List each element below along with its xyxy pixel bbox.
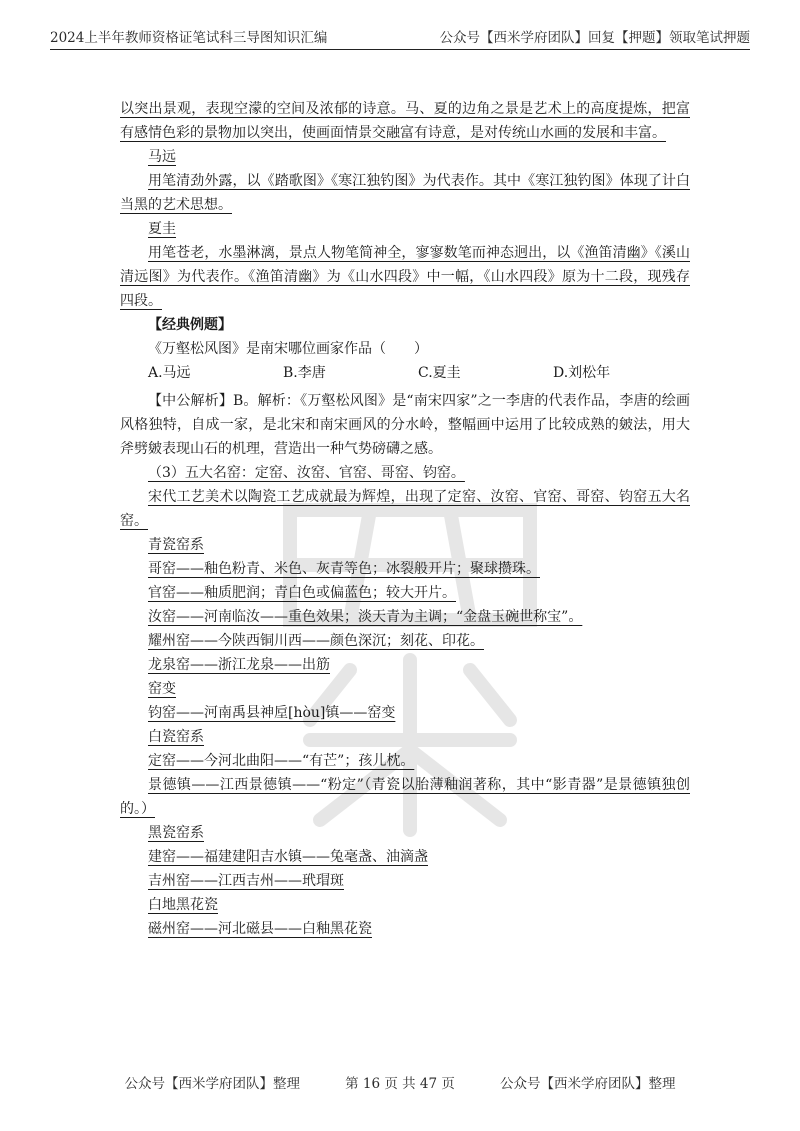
option-d: D.刘松年 [553, 365, 611, 381]
jizhou-kiln-item: 吉州窑——江西吉州——玳瑁斑 [148, 873, 344, 889]
page-number: 第 16 页 共 47 页 [345, 1076, 455, 1092]
option-c: C.夏圭 [418, 365, 461, 381]
ma-yuan-title: 马远 [148, 149, 176, 165]
ru-kiln-item: 汝窑——河南临汝——重色效果；淡天青为主调；“金盘玉碗世称宝”。 [148, 609, 583, 625]
page-header [50, 22, 750, 50]
option-a: A.马远 [148, 365, 191, 381]
example-heading: 【经典例题】 [148, 317, 232, 333]
footer-left: 公众号【西米学府团队】整理 [124, 1076, 300, 1092]
white-porcelain-title: 白瓷窑系 [148, 729, 204, 745]
baidi-heihua-title: 白地黑花瓷 [148, 897, 218, 913]
kilns-heading: （3）五大名窑：定窑、汝窑、官窑、哥窑、钧窑。 [148, 465, 465, 481]
page-content [120, 97, 690, 941]
yaozhou-kiln-item: 耀州窑——今陕西铜川西——颜色深沉；刻花、印花。 [148, 633, 484, 649]
jun-kiln-item: 钧窑——河南禹县神垕[hòu]镇——窑变 [148, 705, 396, 721]
question-text: 《万壑松风图》是南宋哪位画家作品（ ） [148, 341, 428, 357]
answer-options [120, 361, 690, 385]
intro-paragraph: 以突出景观，表现空濛的空间及浓郁的诗意。马、夏的边角之景是艺术上的高度提炼，把富有感情色彩的景物加以突出，使画面情景交融富有诗意，是对传统山水画的发展和丰富。 [120, 101, 690, 141]
ma-yuan-description: 用笔清劲外露，以《踏歌图》《寒江独钓图》为代表作。其中《寒江独钓图》体现了计白当黑的艺术思想。 [120, 173, 690, 213]
ding-kiln-item: 定窑——今河北曲阳——“有芒”；孩儿枕。 [148, 753, 415, 769]
xia-gui-description: 用笔苍老，水墨淋漓，景点人物笔简神全，寥寥数笔而神态迥出，以《渔笛清幽》《溪山清远图》为代表作。《渔笛清幽》为《山水四段》中一幅，《山水四段》原为十二段，现残存四段。 [120, 245, 690, 309]
longquan-kiln-item: 龙泉窑——浙江龙泉——出筋 [148, 657, 330, 673]
answer-explanation: 【中公解析】B。解析：《万壑松风图》是“南宋四家”之一李唐的代表作品，李唐的绘画风格独特，自成一家，是北宋和南宋画风的分水岭，整幅画中运用了比较成熟的皴法，用大斧劈皴表现山石的机理，营造出一种气势磅礴之感。 [120, 393, 690, 457]
option-b: B.李唐 [283, 365, 326, 381]
header-right-promo: 公众号【西米学府团队】回复【押题】领取笔试押题 [439, 30, 750, 46]
header-left-title: 2024上半年教师资格证笔试科三导图知识汇编 [50, 30, 328, 46]
page-footer [0, 1072, 800, 1092]
black-porcelain-title: 黑瓷窑系 [148, 825, 204, 841]
jian-kiln-item: 建窑——福建建阳吉水镇——兔毫盏、油滴盏 [148, 849, 428, 865]
kilns-intro: 宋代工艺美术以陶瓷工艺成就最为辉煌，出现了定窑、汝窑、官窑、哥窑、钧窑五大名窑。 [120, 489, 690, 529]
cizhou-kiln-item: 磁州窑——河北磁县——白釉黑花瓷 [148, 921, 372, 937]
jingdezhen-item: 景德镇——江西景德镇——“粉定”（青瓷以胎薄釉润著称，其中“影青器”是景德镇独创的。） [120, 777, 690, 817]
yaobian-title: 窑变 [148, 681, 176, 697]
guan-kiln-item: 官窑——釉质肥润；青白色或偏蓝色；较大开片。 [148, 585, 456, 601]
footer-right: 公众号【西米学府团队】整理 [500, 1076, 676, 1092]
ge-kiln-item: 哥窑——釉色粉青、米色、灰青等色；冰裂般开片；聚球攒珠。 [148, 561, 540, 577]
xia-gui-title: 夏圭 [148, 221, 176, 237]
celadon-system-title: 青瓷窑系 [148, 537, 204, 553]
